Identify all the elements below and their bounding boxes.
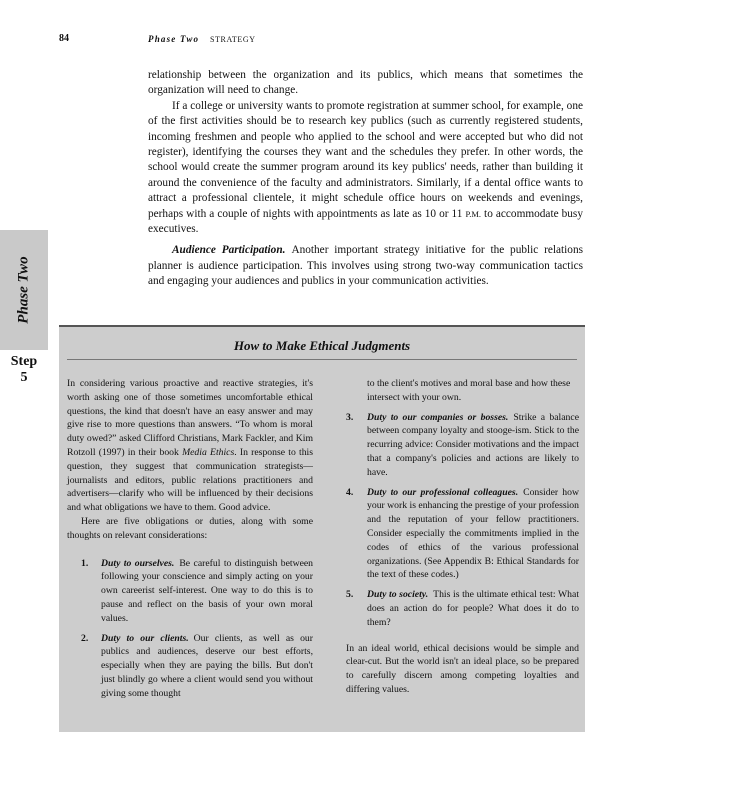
duty-title: Duty to society. (367, 589, 429, 601)
duty-number: 5. (346, 589, 354, 601)
duty-text: Our clients, as well as our publics and audiences, deserve our best efforts, especially when they are paying the bills. But don't just blindly go where a client would send you without giving some thought (101, 632, 313, 699)
duty-text: This is the ultimate ethical test: What does an action do for people? What does it do to them? (367, 589, 580, 628)
box-left-column (67, 377, 313, 707)
running-head-phase: Phase Two (148, 34, 200, 44)
duty-title: Duty to ourselves. (101, 557, 175, 569)
intro-text: In considering various proactive and reactive strategies, it's worth asking one of those sometimes uncomfortable ethical questions, the kind that doesn't have an easy answer and may give rise to more questions than answers. “To whom is moral duty owed?” asked Clifford Christians, Mark Fackler, and Kim Rotzoll (1997) in their book (67, 378, 313, 458)
intro-text-end: . In response to this question, they suggest that communication strategists—journalists and editors, public relations practitioners and advertisers—clarify who will be influenced by their decisions and what obligations we have to them. Good advice. (67, 446, 314, 514)
ethics-sidebar-box (59, 325, 585, 732)
list-item (346, 588, 579, 629)
page-number: 84 (59, 33, 69, 44)
duty-number: 4. (346, 486, 354, 498)
box-intro-paragraph-2: Here are five obligations or duties, along with some thoughts on relevant considerations: (67, 515, 313, 541)
duty-text: Strike a balance between company loyalty and stooge-ism. Stick to the recurring advice: Consider motivations and the impact that a company's policies and actions are likely to have. (367, 411, 579, 478)
list-item (67, 557, 313, 626)
phase-side-tab (0, 230, 48, 350)
section-heading: Audience Participation. (172, 244, 286, 257)
body-paragraph: relationship between the organization and its publics, which means that sometimes the organization will need to change. (148, 69, 583, 97)
body-paragraph (148, 99, 583, 238)
time-abbreviation: P.M. (465, 208, 482, 219)
duty-title: Duty to our professional colleagues. (367, 486, 519, 498)
list-item (346, 411, 579, 480)
running-head (148, 34, 256, 44)
duty-title: Duty to our clients. (101, 632, 189, 644)
box-title-rule (67, 359, 577, 360)
duty-list (67, 557, 313, 701)
step-number: 5 (20, 370, 28, 385)
audience-participation-section (148, 243, 583, 289)
step-label (9, 354, 39, 386)
box-intro-paragraph (67, 377, 313, 515)
section-text: Another important strategy initiative for the public relations planner is audience participation. This involves using strong two-way communication tactics and engaging your audiences and publics in your communication activities. (148, 244, 583, 288)
duty-text: Consider how your work is enhancing the prestige of your profession and the reputation of your fellow practitioners. Consider especially the commitments implied in the codes of ethics of the various professional organizations. (See Appendix B: Ethical Standards for the text of these codes.) (367, 486, 579, 581)
duty-number: 3. (346, 411, 354, 423)
box-title: How to Make Ethical Judgments (233, 338, 411, 353)
duty-title: Duty to our companies or bosses. (367, 411, 509, 423)
duty-number: 2. (81, 632, 89, 644)
step-word: Step (10, 354, 38, 369)
body-paragraph-text: If a college or university wants to promote registration at summer school, for example, one of the first activities should be to research key publics (such as currently registered students, incoming freshmen and people who applied to the school and were accepted but who did not register), identifying the courses they want and the schedules they prefer. In other words, the school would create the summer program around its key publics' needs, rather than building it around the convenience of the faculty and administrators. Similarly, if a dental office wants to attract a professional clientele, it might schedule office hours on weekends and evenings, perhaps with a couple of nights with appointments as late as 10 or 11 (148, 99, 583, 220)
duty-text: Be careful to distinguish between following your conscience and simply acting on your own careerist self-interest. One way to do this is to pause and reflect on the basis of your own moral values. (101, 557, 314, 624)
list-item (67, 632, 313, 701)
book-title: Media Ethics (182, 446, 235, 458)
body-paragraph-end: to accommodate busy executives. (148, 207, 583, 236)
box-right-column (346, 377, 579, 697)
running-head-section: STRATEGY (209, 35, 256, 44)
box-closing-paragraph: In an ideal world, ethical decisions would be simple and clear-cut. But the world isn't an ideal place, so be prepared to carefully discern among competing loyalties and differing values. (346, 642, 579, 695)
side-tab-phase-label: Phase Two (15, 256, 32, 324)
duty-continued-text: to the client's motives and moral base and how these intersect with your own. (367, 378, 571, 403)
list-item (346, 486, 579, 583)
body-text (148, 68, 583, 290)
duty-list (346, 411, 579, 630)
duty-number: 1. (81, 557, 89, 569)
